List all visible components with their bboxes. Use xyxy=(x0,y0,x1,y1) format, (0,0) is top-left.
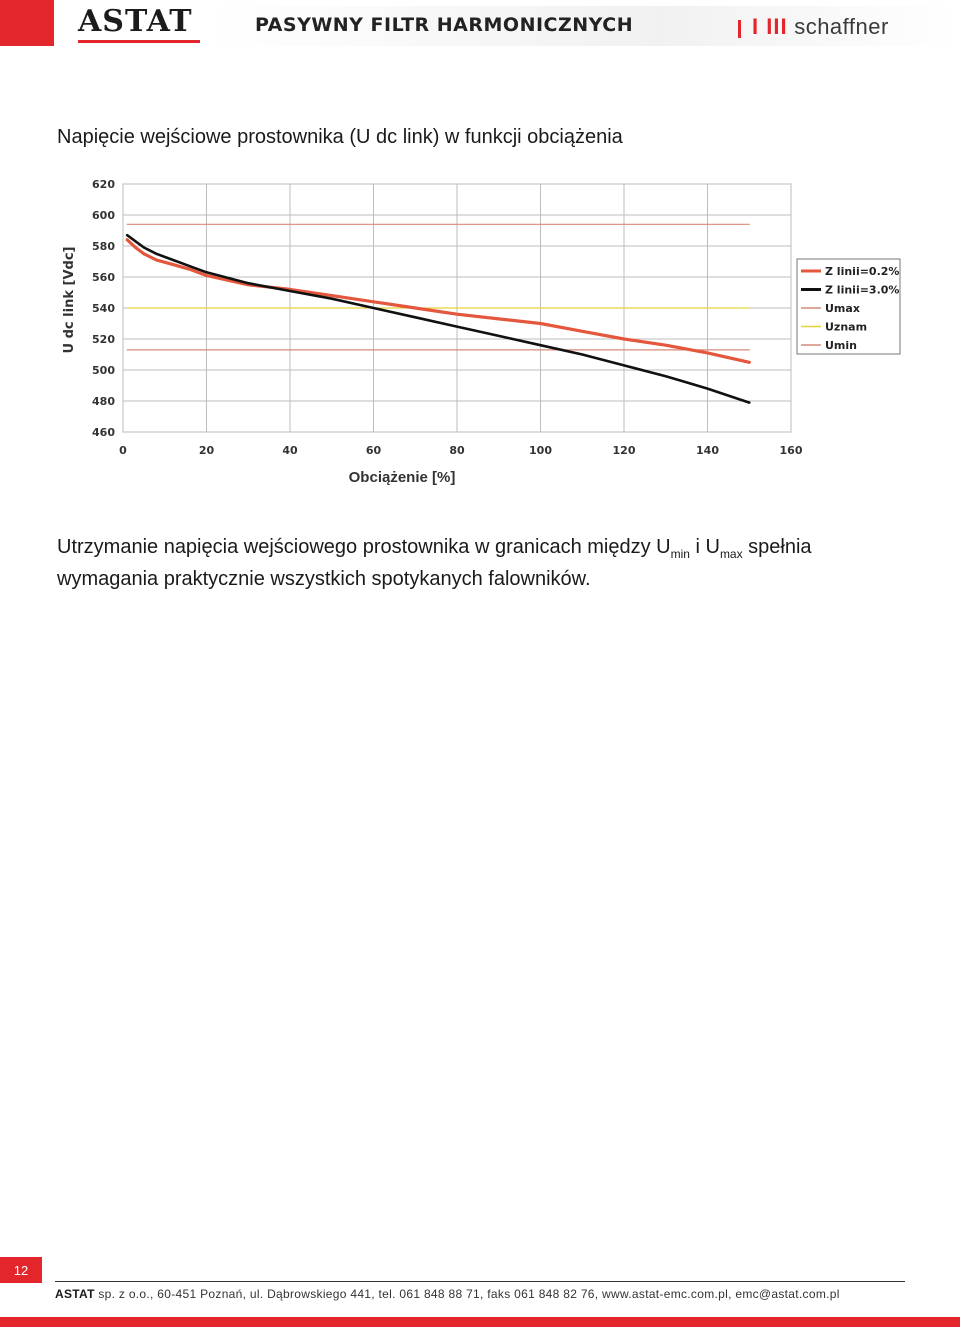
body-text-line2: wymagania praktycznie wszystkich spotykanych falowników. xyxy=(57,568,591,590)
y-axis-label: U dc link [Vdc] xyxy=(62,246,77,354)
schaffner-name: schaffner xyxy=(794,14,889,39)
header-red-block xyxy=(0,0,54,46)
header-divider xyxy=(738,20,741,38)
schaffner-bars: I III xyxy=(752,14,788,39)
body-text-part1: Utrzymanie napięcia wejściowego prostownika w granicach między U xyxy=(57,536,671,558)
x-axis-label: Obciążenie [%] xyxy=(348,469,456,486)
voltage-chart xyxy=(55,170,915,490)
legend-label: Z linii=0.2% xyxy=(825,265,900,278)
x-tick-label: 40 xyxy=(282,444,298,457)
y-tick-label: 480 xyxy=(92,395,115,408)
x-tick-label: 140 xyxy=(696,444,719,457)
page-number: 12 xyxy=(0,1257,42,1283)
x-tick-label: 60 xyxy=(365,444,382,457)
astat-logo: ASTAT xyxy=(78,4,193,39)
y-tick-label: 580 xyxy=(92,240,115,253)
body-text-part2: i U xyxy=(689,536,720,558)
x-tick-label: 160 xyxy=(779,444,803,457)
subscript-max: max xyxy=(719,547,743,561)
schaffner-logo xyxy=(752,14,889,40)
body-text-part3: spełnia xyxy=(742,536,812,558)
header-title: PASYWNY FILTR HARMONICZNYCH xyxy=(255,14,634,36)
footer-address xyxy=(55,1287,840,1301)
subscript-min: min xyxy=(670,547,690,561)
y-tick-label: 460 xyxy=(92,426,115,439)
footer-rule xyxy=(55,1281,905,1282)
legend-label: Z linii=3.0% xyxy=(825,283,900,297)
x-tick-label: 20 xyxy=(198,444,215,457)
legend-label: Umin xyxy=(825,339,857,352)
y-tick-label: 600 xyxy=(92,209,115,222)
y-tick-label: 540 xyxy=(92,302,115,315)
y-tick-label: 560 xyxy=(92,271,115,284)
legend-label: Uznam xyxy=(825,320,868,334)
footer-details: sp. z o.o., 60-451 Poznań, ul. Dąbrowskiego 441, tel. 061 848 88 71, faks 061 848 82 76, www.astat-emc.com.pl, emc@astat.com.pl xyxy=(94,1287,840,1301)
y-tick-label: 520 xyxy=(92,333,115,346)
body-paragraph xyxy=(57,535,917,592)
logo-underline xyxy=(78,40,200,43)
x-tick-label: 0 xyxy=(119,444,127,457)
y-tick-label: 500 xyxy=(92,364,115,377)
x-tick-label: 120 xyxy=(612,444,636,457)
footer-red-band xyxy=(0,1317,960,1327)
y-tick-label: 620 xyxy=(92,178,115,191)
x-tick-label: 100 xyxy=(529,444,552,457)
footer-company: ASTAT xyxy=(55,1287,95,1301)
section-title: Napięcie wejściowe prostownika (U dc link) w funkcji obciążenia xyxy=(57,126,623,148)
legend-label: Umax xyxy=(825,302,860,315)
x-tick-label: 80 xyxy=(449,444,465,457)
